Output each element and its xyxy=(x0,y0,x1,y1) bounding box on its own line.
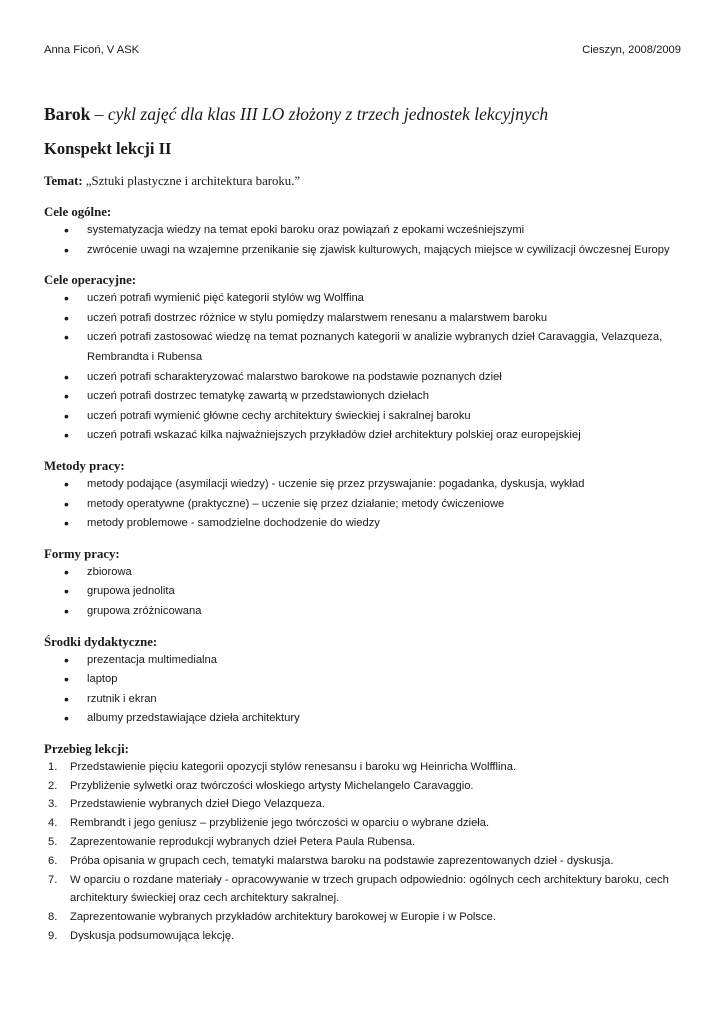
numbered-item xyxy=(44,814,681,833)
list-item: • uczeń potrafi zastosować wiedzę na temat poznanych kategorii w analizie wybranych dzieł Caravaggia, Velazqueza, Rembrandta i Rubensa xyxy=(44,328,681,367)
list-item: • grupowa zróżnicowana xyxy=(44,602,681,622)
list-przebieg-lekcji xyxy=(44,758,681,946)
title-dash: – xyxy=(90,104,108,124)
item-number: 4. xyxy=(48,817,58,830)
numbered-item xyxy=(44,871,681,909)
lesson-subtitle: Konspekt lekcji II xyxy=(44,139,172,158)
list-item: • uczeń potrafi wymienić pięć kategorii stylów wg Wolffina xyxy=(44,289,681,309)
list-item: • metody podające (asymilacji wiedzy) - uczenie się przez przyswajanie: pogadanka, dyskusja, wykład xyxy=(44,475,681,495)
section-heading-srodki-dydaktyczne: Środki dydaktyczne: xyxy=(44,634,158,649)
document-title xyxy=(44,103,681,125)
topic-label: Temat: xyxy=(44,174,83,188)
item-text: Przedstawienie wybranych dzieł Diego Velazqueza. xyxy=(70,798,325,811)
list-metody-pracy xyxy=(44,475,681,534)
list-item: • metody operatywne (praktyczne) – uczenie się przez działanie; metody ćwiczeniowe xyxy=(44,495,681,515)
list-item: • grupowa jednolita xyxy=(44,582,681,602)
list-item: • zwrócenie uwagi na wzajemne przenikanie się zjawisk kulturowych, mających miejsce w cywilizacji ówczesnej Europy xyxy=(44,241,681,261)
item-number: 1. xyxy=(48,760,58,773)
item-number: 9. xyxy=(48,930,58,943)
list-item: • albumy przedstawiające dzieła architektury xyxy=(44,709,681,729)
item-number: 5. xyxy=(48,836,58,849)
list-item: • uczeń potrafi dostrzec tematykę zawartą w przedstawionych dziełach xyxy=(44,387,681,407)
item-number: 2. xyxy=(48,779,58,792)
list-item: • systematyzacja wiedzy na temat epoki baroku oraz powiązań z epokami wcześniejszymi xyxy=(44,221,681,241)
place-date: Cieszyn, 2008/2009 xyxy=(582,44,681,56)
item-text: Przedstawienie pięciu kategorii opozycji stylów renesansu i baroku wg Heinricha Wolfflina. xyxy=(70,760,517,773)
author-line: Anna Ficoń, V ASK xyxy=(44,44,140,56)
title-italic: cykl zajęć dla klas III LO złożony z trzech jednostek lekcyjnych xyxy=(107,104,549,124)
numbered-item xyxy=(44,777,681,796)
list-item: • uczeń potrafi dostrzec różnice w stylu pomiędzy malarstwem renesanu a malarstwem baroku xyxy=(44,309,681,329)
lesson-topic xyxy=(44,172,681,190)
section-heading-cele-ogolne: Cele ogólne: xyxy=(44,205,112,219)
item-number: 3. xyxy=(48,798,58,811)
item-number: 6. xyxy=(48,854,58,867)
section-heading-formy-pracy: Formy pracy: xyxy=(44,546,120,561)
list-formy-pracy xyxy=(44,563,681,622)
list-cele-operacyjne xyxy=(44,289,681,446)
item-text: Zaprezentowanie wybranych przykładów architektury barokowej w Europie i w Polsce. xyxy=(70,911,496,924)
item-text: Dyskusja podsumowująca lekcję. xyxy=(70,930,235,943)
list-item: • laptop xyxy=(44,670,681,690)
item-text: Rembrandt i jego geniusz – przybliżenie jego twórczości w oparciu o wybrane dzieła. xyxy=(70,817,490,830)
list-item: • metody problemowe - samodzielne dochodzenie do wiedzy xyxy=(44,514,681,534)
numbered-item xyxy=(44,927,681,946)
title-bold: Barok xyxy=(44,104,91,124)
list-item: • uczeń potrafi scharakteryzować malarstwo barokowe na podstawie poznanych dzieł xyxy=(44,368,681,388)
numbered-item xyxy=(44,852,681,871)
item-text: Przybliżenie sylwetki oraz twórczości włoskiego artysty Michelangelo Caravaggio. xyxy=(70,779,474,792)
item-text: Zaprezentowanie reprodukcji wybranych dzieł Petera Paula Rubensa. xyxy=(70,836,416,849)
page-header xyxy=(44,42,681,58)
section-heading-przebieg-lekcji: Przebieg lekcji: xyxy=(44,741,129,756)
list-cele-ogolne xyxy=(44,221,681,260)
section-heading-cele-operacyjne: Cele operacyjne: xyxy=(44,273,137,288)
list-srodki-dydaktyczne xyxy=(44,651,681,729)
topic-text: „Sztuki plastyczne i architektura baroku.” xyxy=(82,174,301,188)
numbered-item xyxy=(44,833,681,852)
list-item: • uczeń potrafi wskazać kilka najważniejszych przykładów dzieł architektury polskiej oraz europejskiej xyxy=(44,426,681,446)
item-number: 7. xyxy=(48,873,58,886)
item-text: W oparciu o rozdane materiały - opracowywanie w trzech grupach odpowiednio: ogólnych cech architektury baroku, cech architektury świeckiej oraz cech architektury sakralnej. xyxy=(70,873,669,905)
item-number: 8. xyxy=(48,911,58,924)
list-item: • zbiorowa xyxy=(44,563,681,583)
list-item: • rzutnik i ekran xyxy=(44,690,681,710)
list-item: • uczeń potrafi wymienić główne cechy architektury świeckiej i sakralnej baroku xyxy=(44,407,681,427)
numbered-item xyxy=(44,758,681,777)
section-heading-metody-pracy: Metody pracy: xyxy=(44,458,125,473)
numbered-item xyxy=(44,795,681,814)
item-text: Próba opisania w grupach cech, tematyki malarstwa baroku na podstawie zaprezentowanych dzieł - dyskusja. xyxy=(70,854,614,867)
list-item: • prezentacja multimedialna xyxy=(44,651,681,671)
numbered-item xyxy=(44,908,681,927)
